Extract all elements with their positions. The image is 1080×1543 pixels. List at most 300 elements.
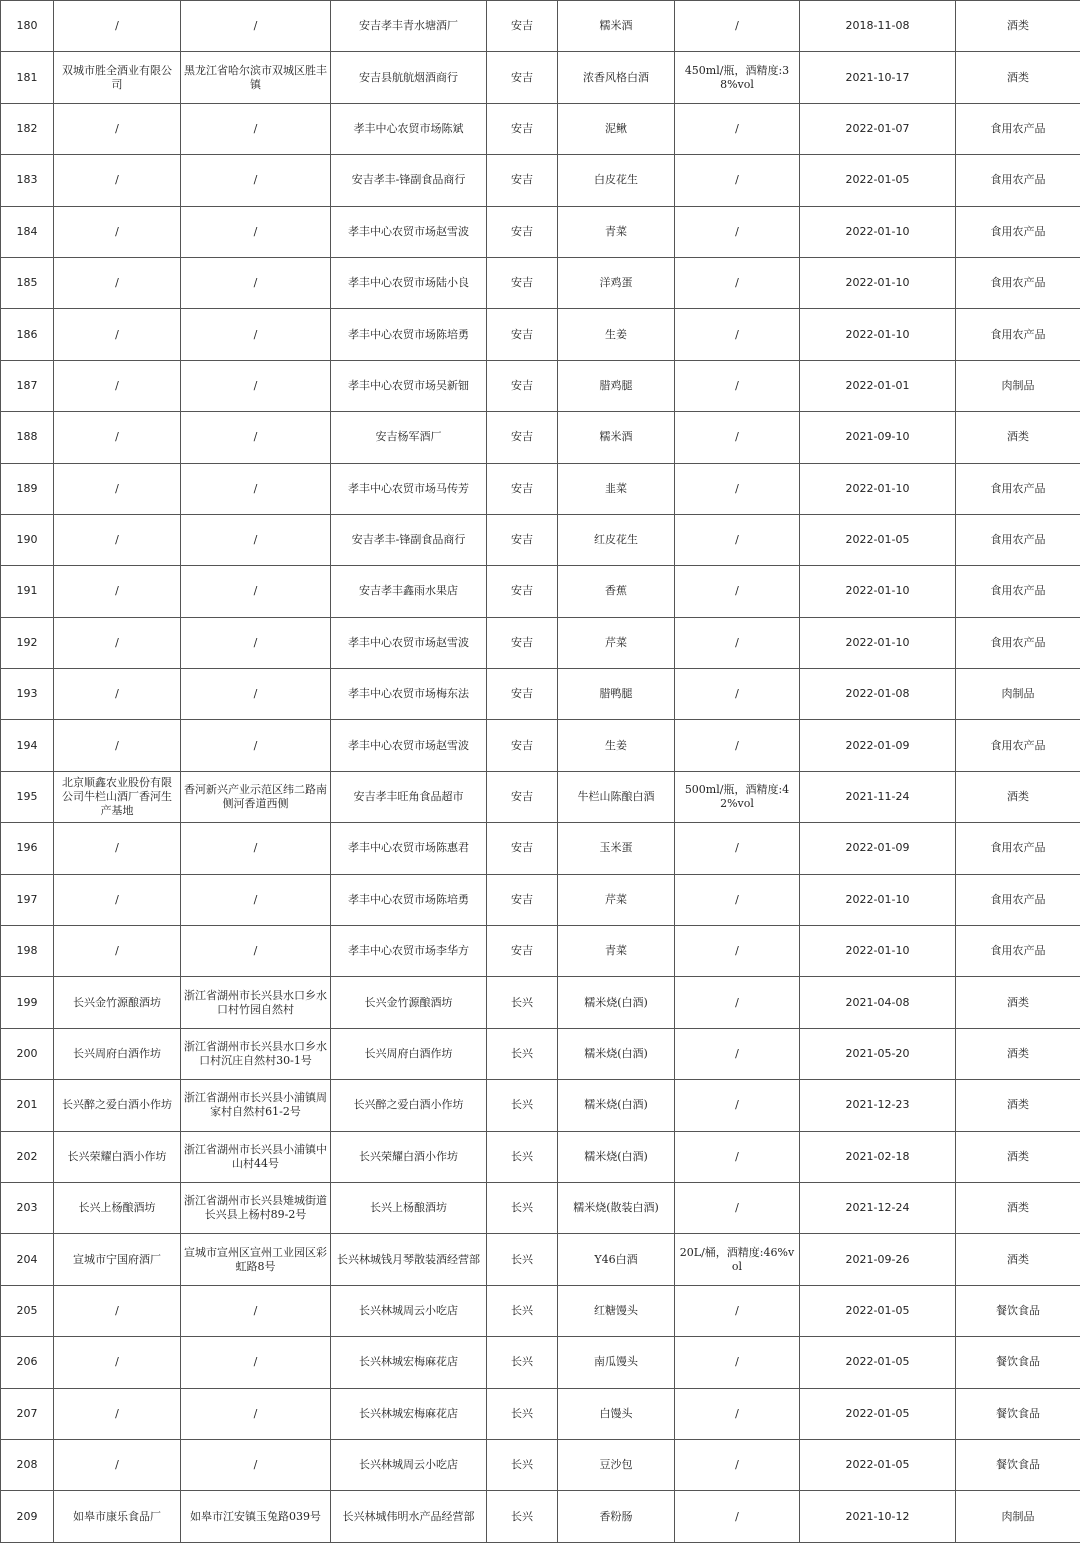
food-name-cell: 洋鸡蛋 (558, 257, 675, 308)
table-row (1, 257, 1080, 308)
manufacturer-name-cell: 长兴周府白酒作坊 (54, 1028, 181, 1079)
table-row (1, 669, 1080, 720)
row-number-cell: 198 (1, 926, 54, 977)
specification-cell: 20L/桶，酒精度:46%vol (675, 1234, 800, 1285)
table-row (1, 926, 1080, 977)
manufacturer-address-cell: / (181, 360, 331, 411)
sampled-unit-cell: 孝丰中心农贸市场陈惠君 (331, 823, 487, 874)
food-name-cell: 青菜 (558, 206, 675, 257)
table-row (1, 977, 1080, 1028)
food-name-cell: 糯米酒 (558, 1, 675, 52)
row-number-cell: 192 (1, 617, 54, 668)
food-category-cell: 酒类 (956, 1234, 1080, 1285)
food-name-cell: 韭菜 (558, 463, 675, 514)
food-name-cell: 玉米蛋 (558, 823, 675, 874)
region-cell: 安吉 (487, 1, 558, 52)
specification-cell: / (675, 1028, 800, 1079)
manufacturer-name-cell: / (54, 566, 181, 617)
manufacturer-address-cell: 浙江省湖州市长兴县小浦镇中山村44号 (181, 1131, 331, 1182)
manufacturer-name-cell: 北京顺鑫农业股份有限公司牛栏山酒厂香河生产基地 (54, 771, 181, 822)
table-row (1, 1285, 1080, 1336)
specification-cell: / (675, 1285, 800, 1336)
region-cell: 安吉 (487, 412, 558, 463)
production-date-cell: 2022-01-10 (800, 617, 956, 668)
food-category-cell: 食用农产品 (956, 155, 1080, 206)
food-name-cell: 豆沙包 (558, 1439, 675, 1490)
region-cell: 安吉 (487, 514, 558, 565)
sampled-unit-cell: 孝丰中心农贸市场陆小良 (331, 257, 487, 308)
table-row (1, 155, 1080, 206)
food-category-cell: 食用农产品 (956, 309, 1080, 360)
specification-cell: / (675, 977, 800, 1028)
row-number-cell: 205 (1, 1285, 54, 1336)
row-number-cell: 181 (1, 52, 54, 103)
production-date-cell: 2022-01-01 (800, 360, 956, 411)
production-date-cell: 2022-01-05 (800, 1388, 956, 1439)
manufacturer-address-cell: 浙江省湖州市长兴县小浦镇周家村自然村61-2号 (181, 1080, 331, 1131)
manufacturer-address-cell: 宣城市宣州区宣州工业园区彩虹路8号 (181, 1234, 331, 1285)
table-row (1, 1439, 1080, 1490)
row-number-cell: 186 (1, 309, 54, 360)
food-category-cell: 餐饮食品 (956, 1337, 1080, 1388)
specification-cell: / (675, 1439, 800, 1490)
table-row (1, 1182, 1080, 1233)
manufacturer-address-cell: 香河新兴产业示范区纬二路南侧河香道西侧 (181, 771, 331, 822)
manufacturer-name-cell: / (54, 1388, 181, 1439)
row-number-cell: 187 (1, 360, 54, 411)
manufacturer-address-cell: / (181, 155, 331, 206)
region-cell: 长兴 (487, 1131, 558, 1182)
manufacturer-name-cell: / (54, 206, 181, 257)
manufacturer-name-cell: / (54, 103, 181, 154)
table-row (1, 1337, 1080, 1388)
row-number-cell: 204 (1, 1234, 54, 1285)
food-category-cell: 酒类 (956, 1182, 1080, 1233)
food-name-cell: 香粉肠 (558, 1491, 675, 1542)
row-number-cell: 193 (1, 669, 54, 720)
sampled-unit-cell: 孝丰中心农贸市场赵雪波 (331, 206, 487, 257)
region-cell: 安吉 (487, 926, 558, 977)
table-row (1, 309, 1080, 360)
row-number-cell: 199 (1, 977, 54, 1028)
manufacturer-address-cell: / (181, 926, 331, 977)
production-date-cell: 2022-01-10 (800, 309, 956, 360)
food-name-cell: 糯米烧(散装白酒) (558, 1182, 675, 1233)
food-category-cell: 食用农产品 (956, 926, 1080, 977)
food-name-cell: 香蕉 (558, 566, 675, 617)
production-date-cell: 2022-01-05 (800, 1285, 956, 1336)
production-date-cell: 2022-01-10 (800, 463, 956, 514)
region-cell: 长兴 (487, 1080, 558, 1131)
sampled-unit-cell: 长兴林城周云小吃店 (331, 1285, 487, 1336)
manufacturer-name-cell: 长兴金竹源酿酒坊 (54, 977, 181, 1028)
production-date-cell: 2022-01-07 (800, 103, 956, 154)
region-cell: 安吉 (487, 309, 558, 360)
specification-cell: / (675, 103, 800, 154)
specification-cell: / (675, 360, 800, 411)
specification-cell: / (675, 514, 800, 565)
food-name-cell: 糯米烧(白酒) (558, 1131, 675, 1182)
row-number-cell: 191 (1, 566, 54, 617)
manufacturer-name-cell: / (54, 257, 181, 308)
food-category-cell: 食用农产品 (956, 874, 1080, 925)
specification-cell: / (675, 1131, 800, 1182)
food-name-cell: 红糖馒头 (558, 1285, 675, 1336)
region-cell: 安吉 (487, 669, 558, 720)
production-date-cell: 2022-01-05 (800, 1337, 956, 1388)
sampled-unit-cell: 安吉孝丰鑫雨水果店 (331, 566, 487, 617)
manufacturer-address-cell: 浙江省湖州市长兴县雉城街道长兴县上杨村89-2号 (181, 1182, 331, 1233)
table-row (1, 1028, 1080, 1079)
food-name-cell: 白馒头 (558, 1388, 675, 1439)
row-number-cell: 201 (1, 1080, 54, 1131)
table-row (1, 103, 1080, 154)
production-date-cell: 2022-01-05 (800, 514, 956, 565)
row-number-cell: 183 (1, 155, 54, 206)
manufacturer-address-cell: / (181, 103, 331, 154)
region-cell: 安吉 (487, 823, 558, 874)
specification-cell: / (675, 257, 800, 308)
food-category-cell: 餐饮食品 (956, 1439, 1080, 1490)
manufacturer-name-cell: 双城市胜全酒业有限公司 (54, 52, 181, 103)
specification-cell: / (675, 566, 800, 617)
manufacturer-name-cell: / (54, 1285, 181, 1336)
table-body (1, 1, 1080, 1543)
manufacturer-address-cell: / (181, 1337, 331, 1388)
table-row (1, 1080, 1080, 1131)
production-date-cell: 2022-01-10 (800, 566, 956, 617)
row-number-cell: 190 (1, 514, 54, 565)
specification-cell: / (675, 412, 800, 463)
food-name-cell: 青菜 (558, 926, 675, 977)
table-row (1, 1234, 1080, 1285)
food-name-cell: 芹菜 (558, 617, 675, 668)
table-row (1, 1131, 1080, 1182)
food-name-cell: 糯米烧(白酒) (558, 1028, 675, 1079)
table-row (1, 52, 1080, 103)
production-date-cell: 2021-09-10 (800, 412, 956, 463)
sampled-unit-cell: 孝丰中心农贸市场梅东法 (331, 669, 487, 720)
food-category-cell: 食用农产品 (956, 617, 1080, 668)
food-category-cell: 肉制品 (956, 360, 1080, 411)
region-cell: 长兴 (487, 1028, 558, 1079)
manufacturer-name-cell: / (54, 926, 181, 977)
manufacturer-name-cell: / (54, 463, 181, 514)
food-category-cell: 食用农产品 (956, 257, 1080, 308)
row-number-cell: 202 (1, 1131, 54, 1182)
manufacturer-address-cell: 浙江省湖州市长兴县水口乡水口村竹园自然村 (181, 977, 331, 1028)
row-number-cell: 197 (1, 874, 54, 925)
manufacturer-name-cell: 如皋市康乐食品厂 (54, 1491, 181, 1542)
table-row (1, 720, 1080, 771)
specification-cell: / (675, 206, 800, 257)
region-cell: 长兴 (487, 977, 558, 1028)
specification-cell: / (675, 463, 800, 514)
table-row (1, 514, 1080, 565)
specification-cell: / (675, 1388, 800, 1439)
row-number-cell: 203 (1, 1182, 54, 1233)
production-date-cell: 2022-01-10 (800, 257, 956, 308)
region-cell: 长兴 (487, 1182, 558, 1233)
region-cell: 安吉 (487, 257, 558, 308)
production-date-cell: 2018-11-08 (800, 1, 956, 52)
food-category-cell: 酒类 (956, 1028, 1080, 1079)
manufacturer-name-cell: / (54, 514, 181, 565)
manufacturer-name-cell: / (54, 309, 181, 360)
food-category-cell: 食用农产品 (956, 514, 1080, 565)
manufacturer-name-cell: / (54, 617, 181, 668)
specification-cell: / (675, 617, 800, 668)
table-row (1, 206, 1080, 257)
manufacturer-address-cell: / (181, 309, 331, 360)
food-category-cell: 食用农产品 (956, 823, 1080, 874)
food-name-cell: 芹菜 (558, 874, 675, 925)
food-category-cell: 酒类 (956, 1, 1080, 52)
food-category-cell: 食用农产品 (956, 206, 1080, 257)
region-cell: 安吉 (487, 463, 558, 514)
region-cell: 安吉 (487, 720, 558, 771)
sampled-unit-cell: 安吉孝丰旺角食品超市 (331, 771, 487, 822)
specification-cell: 500ml/瓶，酒精度:42%vol (675, 771, 800, 822)
food-category-cell: 酒类 (956, 1131, 1080, 1182)
specification-cell: / (675, 823, 800, 874)
production-date-cell: 2021-12-24 (800, 1182, 956, 1233)
sampled-unit-cell: 长兴荣耀白酒小作坊 (331, 1131, 487, 1182)
food-name-cell: 白皮花生 (558, 155, 675, 206)
region-cell: 安吉 (487, 874, 558, 925)
specification-cell: / (675, 1337, 800, 1388)
specification-cell: / (675, 1, 800, 52)
manufacturer-name-cell: 长兴荣耀白酒小作坊 (54, 1131, 181, 1182)
specification-cell: / (675, 720, 800, 771)
sampled-unit-cell: 孝丰中心农贸市场陈培勇 (331, 309, 487, 360)
production-date-cell: 2021-04-08 (800, 977, 956, 1028)
production-date-cell: 2021-05-20 (800, 1028, 956, 1079)
region-cell: 长兴 (487, 1491, 558, 1542)
sampled-unit-cell: 孝丰中心农贸市场陈斌 (331, 103, 487, 154)
specification-cell: 450ml/瓶，酒精度:38%vol (675, 52, 800, 103)
production-date-cell: 2022-01-10 (800, 926, 956, 977)
region-cell: 长兴 (487, 1388, 558, 1439)
manufacturer-address-cell: 如皋市江安镇玉兔路039号 (181, 1491, 331, 1542)
row-number-cell: 184 (1, 206, 54, 257)
food-name-cell: 腊鸭腿 (558, 669, 675, 720)
manufacturer-name-cell: / (54, 412, 181, 463)
manufacturer-address-cell: / (181, 1, 331, 52)
sampled-unit-cell: 长兴醉之爱白酒小作坊 (331, 1080, 487, 1131)
food-category-cell: 食用农产品 (956, 463, 1080, 514)
manufacturer-name-cell: / (54, 669, 181, 720)
sampled-unit-cell: 安吉孝丰青水塘酒厂 (331, 1, 487, 52)
row-number-cell: 208 (1, 1439, 54, 1490)
specification-cell: / (675, 1491, 800, 1542)
table-row (1, 412, 1080, 463)
manufacturer-address-cell: / (181, 617, 331, 668)
food-name-cell: 糯米烧(白酒) (558, 1080, 675, 1131)
manufacturer-name-cell: / (54, 360, 181, 411)
sampled-unit-cell: 长兴林城伟明水产品经营部 (331, 1491, 487, 1542)
manufacturer-address-cell: / (181, 669, 331, 720)
sampled-unit-cell: 孝丰中心农贸市场赵雪波 (331, 617, 487, 668)
table-row (1, 1388, 1080, 1439)
manufacturer-name-cell: / (54, 874, 181, 925)
specification-cell: / (675, 874, 800, 925)
manufacturer-address-cell: / (181, 720, 331, 771)
production-date-cell: 2022-01-09 (800, 720, 956, 771)
food-category-cell: 酒类 (956, 1080, 1080, 1131)
table-row (1, 463, 1080, 514)
region-cell: 长兴 (487, 1337, 558, 1388)
row-number-cell: 185 (1, 257, 54, 308)
production-date-cell: 2022-01-10 (800, 206, 956, 257)
row-number-cell: 196 (1, 823, 54, 874)
manufacturer-name-cell: / (54, 1, 181, 52)
region-cell: 安吉 (487, 103, 558, 154)
row-number-cell: 182 (1, 103, 54, 154)
sampled-unit-cell: 孝丰中心农贸市场马传芳 (331, 463, 487, 514)
manufacturer-address-cell: / (181, 412, 331, 463)
specification-cell: / (675, 309, 800, 360)
row-number-cell: 206 (1, 1337, 54, 1388)
region-cell: 安吉 (487, 771, 558, 822)
sampled-unit-cell: 孝丰中心农贸市场吴新钿 (331, 360, 487, 411)
table-row (1, 1491, 1080, 1542)
production-date-cell: 2022-01-05 (800, 1439, 956, 1490)
manufacturer-address-cell: / (181, 463, 331, 514)
row-number-cell: 207 (1, 1388, 54, 1439)
food-category-cell: 餐饮食品 (956, 1388, 1080, 1439)
manufacturer-address-cell: / (181, 823, 331, 874)
food-name-cell: 腊鸡腿 (558, 360, 675, 411)
production-date-cell: 2022-01-05 (800, 155, 956, 206)
specification-cell: / (675, 1182, 800, 1233)
manufacturer-name-cell: 长兴醉之爱白酒小作坊 (54, 1080, 181, 1131)
region-cell: 安吉 (487, 155, 558, 206)
sampled-unit-cell: 孝丰中心农贸市场赵雪波 (331, 720, 487, 771)
table-row (1, 1, 1080, 52)
food-category-cell: 肉制品 (956, 1491, 1080, 1542)
row-number-cell: 188 (1, 412, 54, 463)
food-category-cell: 酒类 (956, 977, 1080, 1028)
region-cell: 安吉 (487, 566, 558, 617)
sampled-unit-cell: 长兴周府白酒作坊 (331, 1028, 487, 1079)
food-category-cell: 餐饮食品 (956, 1285, 1080, 1336)
food-name-cell: 红皮花生 (558, 514, 675, 565)
production-date-cell: 2021-02-18 (800, 1131, 956, 1182)
region-cell: 安吉 (487, 52, 558, 103)
table-row (1, 617, 1080, 668)
food-category-cell: 酒类 (956, 771, 1080, 822)
region-cell: 长兴 (487, 1234, 558, 1285)
row-number-cell: 180 (1, 1, 54, 52)
sampled-unit-cell: 长兴林城钱月琴散装酒经营部 (331, 1234, 487, 1285)
sampled-unit-cell: 长兴金竹源酿酒坊 (331, 977, 487, 1028)
food-name-cell: 糯米酒 (558, 412, 675, 463)
row-number-cell: 194 (1, 720, 54, 771)
manufacturer-name-cell: / (54, 1337, 181, 1388)
row-number-cell: 200 (1, 1028, 54, 1079)
manufacturer-address-cell: / (181, 206, 331, 257)
production-date-cell: 2021-10-12 (800, 1491, 956, 1542)
food-category-cell: 肉制品 (956, 669, 1080, 720)
region-cell: 安吉 (487, 206, 558, 257)
manufacturer-address-cell: / (181, 514, 331, 565)
specification-cell: / (675, 926, 800, 977)
production-date-cell: 2022-01-09 (800, 823, 956, 874)
table-row (1, 566, 1080, 617)
sampled-unit-cell: 安吉孝丰-锋副食品商行 (331, 514, 487, 565)
manufacturer-name-cell: 宣城市宁国府酒厂 (54, 1234, 181, 1285)
sampled-unit-cell: 长兴林城宏梅麻花店 (331, 1388, 487, 1439)
manufacturer-address-cell: / (181, 257, 331, 308)
sampled-unit-cell: 长兴林城周云小吃店 (331, 1439, 487, 1490)
food-name-cell: 泥鳅 (558, 103, 675, 154)
table-row (1, 823, 1080, 874)
sampled-unit-cell: 安吉县航航烟酒商行 (331, 52, 487, 103)
sampled-unit-cell: 安吉孝丰-锋副食品商行 (331, 155, 487, 206)
production-date-cell: 2021-09-26 (800, 1234, 956, 1285)
specification-cell: / (675, 669, 800, 720)
specification-cell: / (675, 155, 800, 206)
manufacturer-address-cell: / (181, 1439, 331, 1490)
manufacturer-address-cell: 黑龙江省哈尔滨市双城区胜丰镇 (181, 52, 331, 103)
food-category-cell: 酒类 (956, 52, 1080, 103)
food-name-cell: Y46白酒 (558, 1234, 675, 1285)
sampled-unit-cell: 孝丰中心农贸市场李华方 (331, 926, 487, 977)
production-date-cell: 2021-12-23 (800, 1080, 956, 1131)
region-cell: 安吉 (487, 617, 558, 668)
sampled-unit-cell: 孝丰中心农贸市场陈培勇 (331, 874, 487, 925)
region-cell: 长兴 (487, 1285, 558, 1336)
manufacturer-address-cell: / (181, 874, 331, 925)
row-number-cell: 195 (1, 771, 54, 822)
specification-cell: / (675, 1080, 800, 1131)
food-name-cell: 南瓜馒头 (558, 1337, 675, 1388)
production-date-cell: 2022-01-08 (800, 669, 956, 720)
manufacturer-address-cell: 浙江省湖州市长兴县水口乡水口村沉庄自然村30-1号 (181, 1028, 331, 1079)
sampled-unit-cell: 长兴林城宏梅麻花店 (331, 1337, 487, 1388)
manufacturer-address-cell: / (181, 1285, 331, 1336)
production-date-cell: 2022-01-10 (800, 874, 956, 925)
manufacturer-name-cell: / (54, 720, 181, 771)
manufacturer-name-cell: 长兴上杨酿酒坊 (54, 1182, 181, 1233)
table-row (1, 874, 1080, 925)
sampled-unit-cell: 安吉杨军酒厂 (331, 412, 487, 463)
food-name-cell: 牛栏山陈酿白酒 (558, 771, 675, 822)
food-category-cell: 食用农产品 (956, 720, 1080, 771)
sampled-unit-cell: 长兴上杨酿酒坊 (331, 1182, 487, 1233)
row-number-cell: 209 (1, 1491, 54, 1542)
food-name-cell: 糯米烧(白酒) (558, 977, 675, 1028)
production-date-cell: 2021-11-24 (800, 771, 956, 822)
table-row (1, 360, 1080, 411)
region-cell: 长兴 (487, 1439, 558, 1490)
manufacturer-name-cell: / (54, 155, 181, 206)
food-name-cell: 生姜 (558, 309, 675, 360)
manufacturer-address-cell: / (181, 566, 331, 617)
manufacturer-name-cell: / (54, 1439, 181, 1490)
food-category-cell: 食用农产品 (956, 103, 1080, 154)
production-date-cell: 2021-10-17 (800, 52, 956, 103)
manufacturer-address-cell: / (181, 1388, 331, 1439)
region-cell: 安吉 (487, 360, 558, 411)
food-category-cell: 食用农产品 (956, 566, 1080, 617)
food-name-cell: 生姜 (558, 720, 675, 771)
food-category-cell: 酒类 (956, 412, 1080, 463)
row-number-cell: 189 (1, 463, 54, 514)
food-name-cell: 浓香风格白酒 (558, 52, 675, 103)
manufacturer-name-cell: / (54, 823, 181, 874)
